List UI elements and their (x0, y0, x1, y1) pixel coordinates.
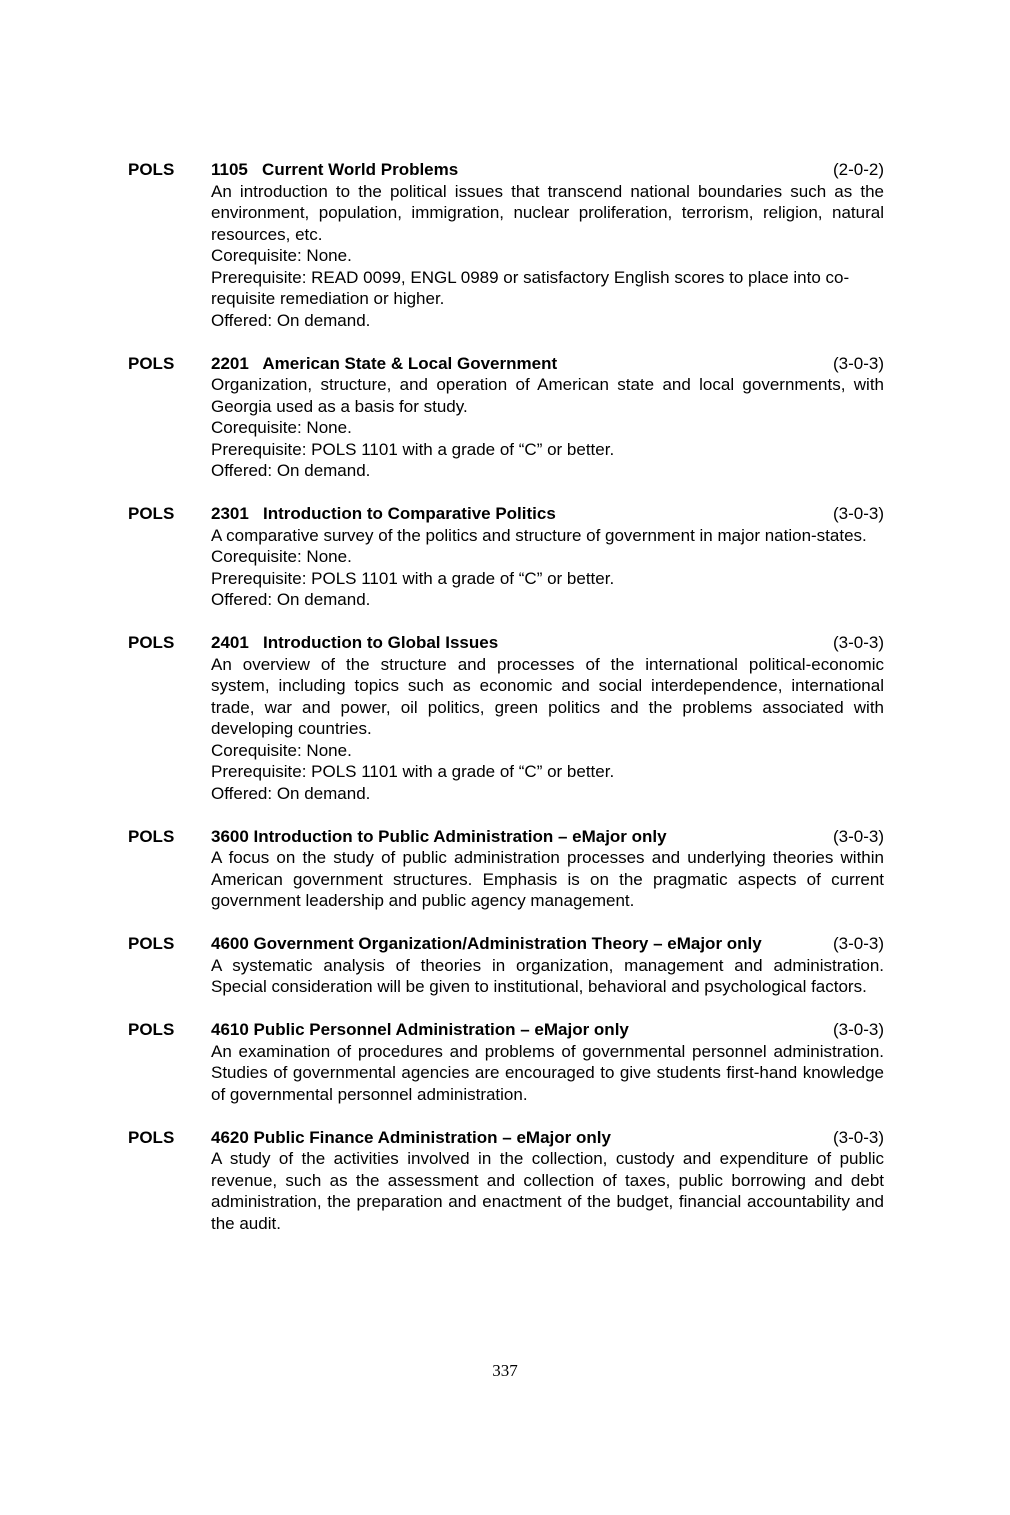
course-heading (128, 632, 884, 654)
course-heading (128, 1127, 884, 1149)
course-entry (128, 503, 884, 611)
course-corequisite: Corequisite: None. (211, 246, 352, 265)
course-dept: POLS (128, 1127, 175, 1147)
course-dept: POLS (128, 826, 175, 846)
course-number-title: 4600 Government Organization/Administration Theory – eMajor only (211, 934, 762, 953)
course-entry (128, 1127, 884, 1235)
course-hours: (3-0-3) (832, 826, 884, 846)
course-hours: (3-0-3) (832, 504, 884, 523)
course-number-title: 4620 Public Finance Administration – eMajor only (211, 1127, 611, 1147)
course-entry (128, 159, 884, 331)
course-heading (128, 353, 884, 375)
course-number-title: 4610 Public Personnel Administration – eMajor only (211, 1020, 629, 1039)
course-dept: POLS (128, 633, 175, 652)
course-hours: (3-0-3) (832, 633, 884, 652)
course-offered: Offered: On demand. (211, 783, 371, 803)
course-description: A study of the activities involved in the collection, custody and expenditure of public revenue, such as the assessment and collection of taxes, public borrowing and debt administration, the preparation and enactment of the budget, financial accountability and the audit. (211, 1149, 884, 1233)
course-number-title: 2201 American State & Local Government (211, 353, 558, 373)
course-number-title: 2301 Introduction to Comparative Politics (211, 504, 556, 523)
course-heading (128, 1019, 884, 1041)
course-entry (128, 933, 884, 998)
course-entry (128, 1019, 884, 1105)
course-corequisite: Corequisite: None. (211, 418, 352, 437)
course-heading (128, 503, 884, 525)
course-description: Organization, structure, and operation of American state and local governments, with Georgia used as a basis for study. (211, 375, 884, 416)
course-offered: Offered: On demand. (211, 590, 371, 609)
course-hours: (3-0-3) (832, 1020, 884, 1039)
course-number-title: 3600 Introduction to Public Administration – eMajor only (211, 826, 667, 846)
course-entry (128, 353, 884, 482)
course-dept: POLS (128, 160, 175, 179)
course-heading (128, 826, 884, 848)
course-corequisite: Corequisite: None. (211, 740, 352, 760)
course-dept: POLS (128, 504, 175, 523)
course-corequisite: Corequisite: None. (211, 547, 352, 566)
course-number-title: 1105 Current World Problems (211, 160, 459, 179)
course-offered: Offered: On demand. (211, 461, 371, 480)
course-prerequisite: Prerequisite: POLS 1101 with a grade of “C” or better. (211, 568, 615, 588)
course-hours: (2-0-2) (832, 160, 884, 179)
course-list (128, 159, 884, 1256)
course-heading (128, 933, 884, 955)
course-offered: Offered: On demand. (211, 310, 371, 330)
course-hours: (3-0-3) (832, 934, 884, 953)
page-number: 337 (492, 1361, 518, 1380)
course-hours: (3-0-3) (832, 1127, 884, 1147)
course-description: An introduction to the political issues that transcend national boundaries such as the environment, population, immigration, nuclear proliferation, terrorism, religion, natural resources, etc. (211, 181, 884, 244)
course-description: An examination of procedures and problems of governmental personnel administration. Studies of governmental agencies are encouraged to give students first-hand knowledge of governmental personnel administration. (211, 1041, 884, 1104)
course-description: A focus on the study of public administration processes and underlying theories within American government structures. Emphasis is on the pragmatic aspects of current government leadership and public agency management. (211, 848, 884, 910)
course-dept: POLS (128, 934, 175, 953)
course-entry (128, 632, 884, 804)
course-entry (128, 826, 884, 912)
course-prerequisite: Prerequisite: POLS 1101 with a grade of “C” or better. (211, 439, 615, 459)
course-prerequisite: Prerequisite: READ 0099, ENGL 0989 or satisfactory English scores to place into co-requisite remediation or higher. (211, 267, 850, 308)
course-prerequisite: Prerequisite: POLS 1101 with a grade of “C” or better. (211, 762, 615, 781)
course-dept: POLS (128, 1020, 175, 1039)
course-description: A systematic analysis of theories in organization, management and administration. Special consideration will be given to institutional, behavioral and psychological factors. (211, 955, 884, 996)
course-description: A comparative survey of the politics and structure of government in major nation-states. (211, 525, 867, 545)
course-heading (128, 159, 884, 181)
course-hours: (3-0-3) (832, 353, 884, 373)
course-number-title: 2401 Introduction to Global Issues (211, 633, 499, 652)
course-dept: POLS (128, 353, 175, 373)
course-description: An overview of the structure and processes of the international political-economic system, including topics such as economic and social interdependence, international trade, war and power, oil politics, green politics and the problems associated with developing countries. (211, 654, 884, 738)
